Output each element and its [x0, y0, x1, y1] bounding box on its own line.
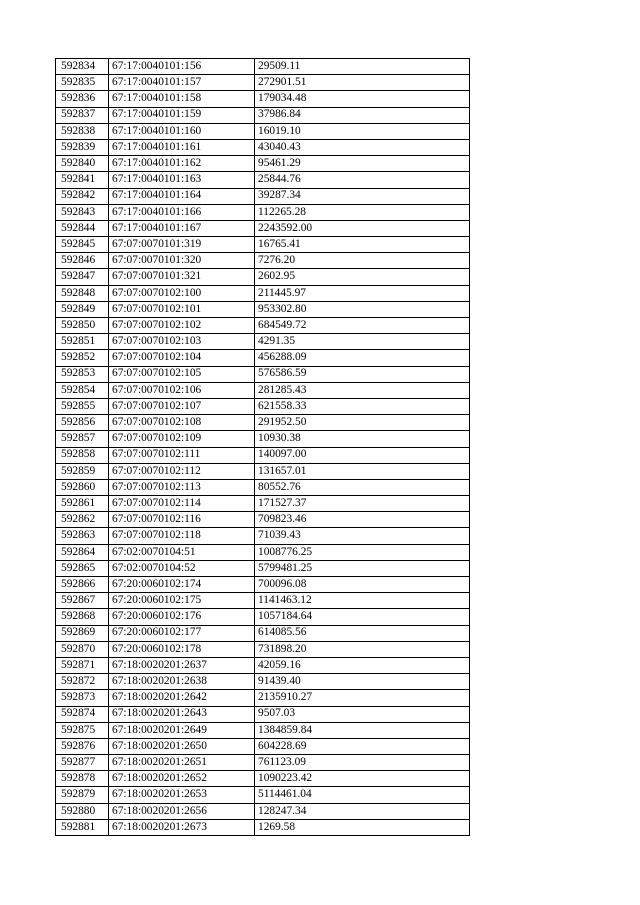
row-number-cell: 592877 [56, 755, 109, 771]
row-number-cell: 592878 [56, 771, 109, 787]
cadastral-number-cell: 67:18:0020201:2643 [109, 706, 255, 722]
value-cell: 953302.80 [255, 301, 470, 317]
value-cell: 9507.03 [255, 706, 470, 722]
value-cell: 37986.84 [255, 107, 470, 123]
table-row [56, 738, 470, 754]
table-row [56, 253, 470, 269]
cadastral-number-cell: 67:17:0040101:163 [109, 172, 255, 188]
row-number-cell: 592855 [56, 398, 109, 414]
cadastral-number-cell: 67:07:0070102:113 [109, 479, 255, 495]
table-row [56, 479, 470, 495]
cadastral-number-cell: 67:07:0070102:118 [109, 528, 255, 544]
cadastral-number-cell: 67:07:0070102:100 [109, 285, 255, 301]
cadastral-number-cell: 67:20:0060102:176 [109, 609, 255, 625]
row-number-cell: 592874 [56, 706, 109, 722]
table-row [56, 544, 470, 560]
cadastral-number-cell: 67:07:0070101:319 [109, 237, 255, 253]
value-cell: 272901.51 [255, 75, 470, 91]
table-row [56, 350, 470, 366]
table-row [56, 625, 470, 641]
value-cell: 1057184.64 [255, 609, 470, 625]
value-cell: 1008776.25 [255, 544, 470, 560]
row-number-cell: 592875 [56, 722, 109, 738]
table-row [56, 188, 470, 204]
cadastral-number-cell: 67:18:0020201:2638 [109, 674, 255, 690]
value-cell: 1141463.12 [255, 593, 470, 609]
value-cell: 179034.48 [255, 91, 470, 107]
value-cell: 621558.33 [255, 398, 470, 414]
row-number-cell: 592853 [56, 366, 109, 382]
row-number-cell: 592850 [56, 318, 109, 334]
value-cell: 281285.43 [255, 382, 470, 398]
table-row [56, 285, 470, 301]
row-number-cell: 592876 [56, 738, 109, 754]
value-cell: 700096.08 [255, 577, 470, 593]
row-number-cell: 592881 [56, 819, 109, 835]
value-cell: 43040.43 [255, 139, 470, 155]
value-cell: 4291.35 [255, 334, 470, 350]
cadastral-number-cell: 67:18:0020201:2652 [109, 771, 255, 787]
table-row [56, 447, 470, 463]
table-row [56, 528, 470, 544]
row-number-cell: 592873 [56, 690, 109, 706]
value-cell: 2243592.00 [255, 220, 470, 236]
table-body [56, 59, 470, 836]
cadastral-number-cell: 67:20:0060102:178 [109, 641, 255, 657]
cadastral-number-cell: 67:17:0040101:161 [109, 139, 255, 155]
cadastral-number-cell: 67:07:0070102:116 [109, 512, 255, 528]
table-row [56, 771, 470, 787]
row-number-cell: 592851 [56, 334, 109, 350]
cadastral-number-cell: 67:07:0070102:114 [109, 496, 255, 512]
table-row [56, 382, 470, 398]
row-number-cell: 592868 [56, 609, 109, 625]
cadastral-number-cell: 67:18:0020201:2650 [109, 738, 255, 754]
table-row [56, 107, 470, 123]
table-row [56, 59, 470, 75]
value-cell: 112265.28 [255, 204, 470, 220]
value-cell: 7276.20 [255, 253, 470, 269]
row-number-cell: 592869 [56, 625, 109, 641]
table-row [56, 657, 470, 673]
cadastral-number-cell: 67:17:0040101:166 [109, 204, 255, 220]
cadastral-number-cell: 67:17:0040101:162 [109, 156, 255, 172]
table-row [56, 318, 470, 334]
value-cell: 140097.00 [255, 447, 470, 463]
value-cell: 5799481.25 [255, 560, 470, 576]
table-row [56, 237, 470, 253]
value-cell: 171527.37 [255, 496, 470, 512]
value-cell: 131657.01 [255, 463, 470, 479]
row-number-cell: 592845 [56, 237, 109, 253]
row-number-cell: 592879 [56, 787, 109, 803]
row-number-cell: 592866 [56, 577, 109, 593]
value-cell: 42059.16 [255, 657, 470, 673]
value-cell: 211445.97 [255, 285, 470, 301]
table-row [56, 803, 470, 819]
table-row [56, 755, 470, 771]
value-cell: 604228.69 [255, 738, 470, 754]
value-cell: 1269.58 [255, 819, 470, 835]
table-row [56, 269, 470, 285]
row-number-cell: 592836 [56, 91, 109, 107]
table-row [56, 722, 470, 738]
row-number-cell: 592848 [56, 285, 109, 301]
value-cell: 16019.10 [255, 123, 470, 139]
table-row [56, 301, 470, 317]
row-number-cell: 592843 [56, 204, 109, 220]
cadastral-number-cell: 67:18:0020201:2642 [109, 690, 255, 706]
row-number-cell: 592857 [56, 431, 109, 447]
cadastral-number-cell: 67:18:0020201:2637 [109, 657, 255, 673]
cadastral-number-cell: 67:07:0070102:112 [109, 463, 255, 479]
table-row [56, 787, 470, 803]
row-number-cell: 592854 [56, 382, 109, 398]
table-row [56, 609, 470, 625]
value-cell: 10930.38 [255, 431, 470, 447]
row-number-cell: 592839 [56, 139, 109, 155]
row-number-cell: 592840 [56, 156, 109, 172]
table-row [56, 75, 470, 91]
table-row [56, 398, 470, 414]
cadastral-number-cell: 67:18:0020201:2673 [109, 819, 255, 835]
cadastral-number-cell: 67:07:0070102:102 [109, 318, 255, 334]
row-number-cell: 592880 [56, 803, 109, 819]
row-number-cell: 592849 [56, 301, 109, 317]
value-cell: 95461.29 [255, 156, 470, 172]
table-row [56, 334, 470, 350]
table-row [56, 706, 470, 722]
cadastral-number-cell: 67:07:0070102:111 [109, 447, 255, 463]
row-number-cell: 592864 [56, 544, 109, 560]
cadastral-value-table [55, 58, 470, 836]
value-cell: 25844.76 [255, 172, 470, 188]
table-row [56, 641, 470, 657]
value-cell: 709823.46 [255, 512, 470, 528]
table-row [56, 560, 470, 576]
value-cell: 80552.76 [255, 479, 470, 495]
table-row [56, 172, 470, 188]
row-number-cell: 592860 [56, 479, 109, 495]
value-cell: 71039.43 [255, 528, 470, 544]
table-row [56, 819, 470, 835]
table-row [56, 204, 470, 220]
table-row [56, 139, 470, 155]
cadastral-number-cell: 67:17:0040101:156 [109, 59, 255, 75]
row-number-cell: 592862 [56, 512, 109, 528]
table-row [56, 690, 470, 706]
value-cell: 91439.40 [255, 674, 470, 690]
value-cell: 29509.11 [255, 59, 470, 75]
cadastral-number-cell: 67:17:0040101:164 [109, 188, 255, 204]
row-number-cell: 592858 [56, 447, 109, 463]
row-number-cell: 592861 [56, 496, 109, 512]
row-number-cell: 592867 [56, 593, 109, 609]
table-row [56, 156, 470, 172]
row-number-cell: 592837 [56, 107, 109, 123]
cadastral-number-cell: 67:07:0070102:104 [109, 350, 255, 366]
table-row [56, 123, 470, 139]
cadastral-number-cell: 67:17:0040101:157 [109, 75, 255, 91]
cadastral-number-cell: 67:07:0070101:321 [109, 269, 255, 285]
table-row [56, 512, 470, 528]
cadastral-number-cell: 67:17:0040101:159 [109, 107, 255, 123]
cadastral-number-cell: 67:07:0070102:107 [109, 398, 255, 414]
cadastral-number-cell: 67:07:0070102:105 [109, 366, 255, 382]
value-cell: 2602.95 [255, 269, 470, 285]
row-number-cell: 592838 [56, 123, 109, 139]
value-cell: 576586.59 [255, 366, 470, 382]
row-number-cell: 592863 [56, 528, 109, 544]
cadastral-number-cell: 67:07:0070102:103 [109, 334, 255, 350]
value-cell: 684549.72 [255, 318, 470, 334]
cadastral-number-cell: 67:17:0040101:158 [109, 91, 255, 107]
cadastral-number-cell: 67:07:0070102:109 [109, 431, 255, 447]
cadastral-number-cell: 67:20:0060102:177 [109, 625, 255, 641]
row-number-cell: 592870 [56, 641, 109, 657]
table-row [56, 366, 470, 382]
value-cell: 291952.50 [255, 415, 470, 431]
cadastral-number-cell: 67:17:0040101:167 [109, 220, 255, 236]
value-cell: 456288.09 [255, 350, 470, 366]
cadastral-number-cell: 67:07:0070102:108 [109, 415, 255, 431]
table-row [56, 220, 470, 236]
table-row [56, 496, 470, 512]
cadastral-number-cell: 67:07:0070101:320 [109, 253, 255, 269]
row-number-cell: 592852 [56, 350, 109, 366]
value-cell: 5114461.04 [255, 787, 470, 803]
row-number-cell: 592872 [56, 674, 109, 690]
table-row [56, 463, 470, 479]
value-cell: 761123.09 [255, 755, 470, 771]
cadastral-number-cell: 67:07:0070102:101 [109, 301, 255, 317]
value-cell: 128247.34 [255, 803, 470, 819]
value-cell: 1090223.42 [255, 771, 470, 787]
row-number-cell: 592841 [56, 172, 109, 188]
row-number-cell: 592859 [56, 463, 109, 479]
cadastral-number-cell: 67:18:0020201:2653 [109, 787, 255, 803]
cadastral-number-cell: 67:18:0020201:2656 [109, 803, 255, 819]
value-cell: 2135910.27 [255, 690, 470, 706]
table-row [56, 577, 470, 593]
cadastral-number-cell: 67:20:0060102:175 [109, 593, 255, 609]
table-row [56, 674, 470, 690]
value-cell: 614085.56 [255, 625, 470, 641]
value-cell: 16765.41 [255, 237, 470, 253]
cadastral-number-cell: 67:18:0020201:2649 [109, 722, 255, 738]
cadastral-number-cell: 67:02:0070104:52 [109, 560, 255, 576]
row-number-cell: 592846 [56, 253, 109, 269]
value-cell: 39287.34 [255, 188, 470, 204]
row-number-cell: 592844 [56, 220, 109, 236]
cadastral-number-cell: 67:20:0060102:174 [109, 577, 255, 593]
table-row [56, 91, 470, 107]
cadastral-number-cell: 67:17:0040101:160 [109, 123, 255, 139]
row-number-cell: 592847 [56, 269, 109, 285]
table-row [56, 431, 470, 447]
cadastral-number-cell: 67:07:0070102:106 [109, 382, 255, 398]
row-number-cell: 592871 [56, 657, 109, 673]
value-cell: 1384859.84 [255, 722, 470, 738]
value-cell: 731898.20 [255, 641, 470, 657]
row-number-cell: 592856 [56, 415, 109, 431]
row-number-cell: 592834 [56, 59, 109, 75]
cadastral-number-cell: 67:18:0020201:2651 [109, 755, 255, 771]
row-number-cell: 592865 [56, 560, 109, 576]
table-row [56, 593, 470, 609]
row-number-cell: 592835 [56, 75, 109, 91]
cadastral-number-cell: 67:02:0070104:51 [109, 544, 255, 560]
row-number-cell: 592842 [56, 188, 109, 204]
table-row [56, 415, 470, 431]
